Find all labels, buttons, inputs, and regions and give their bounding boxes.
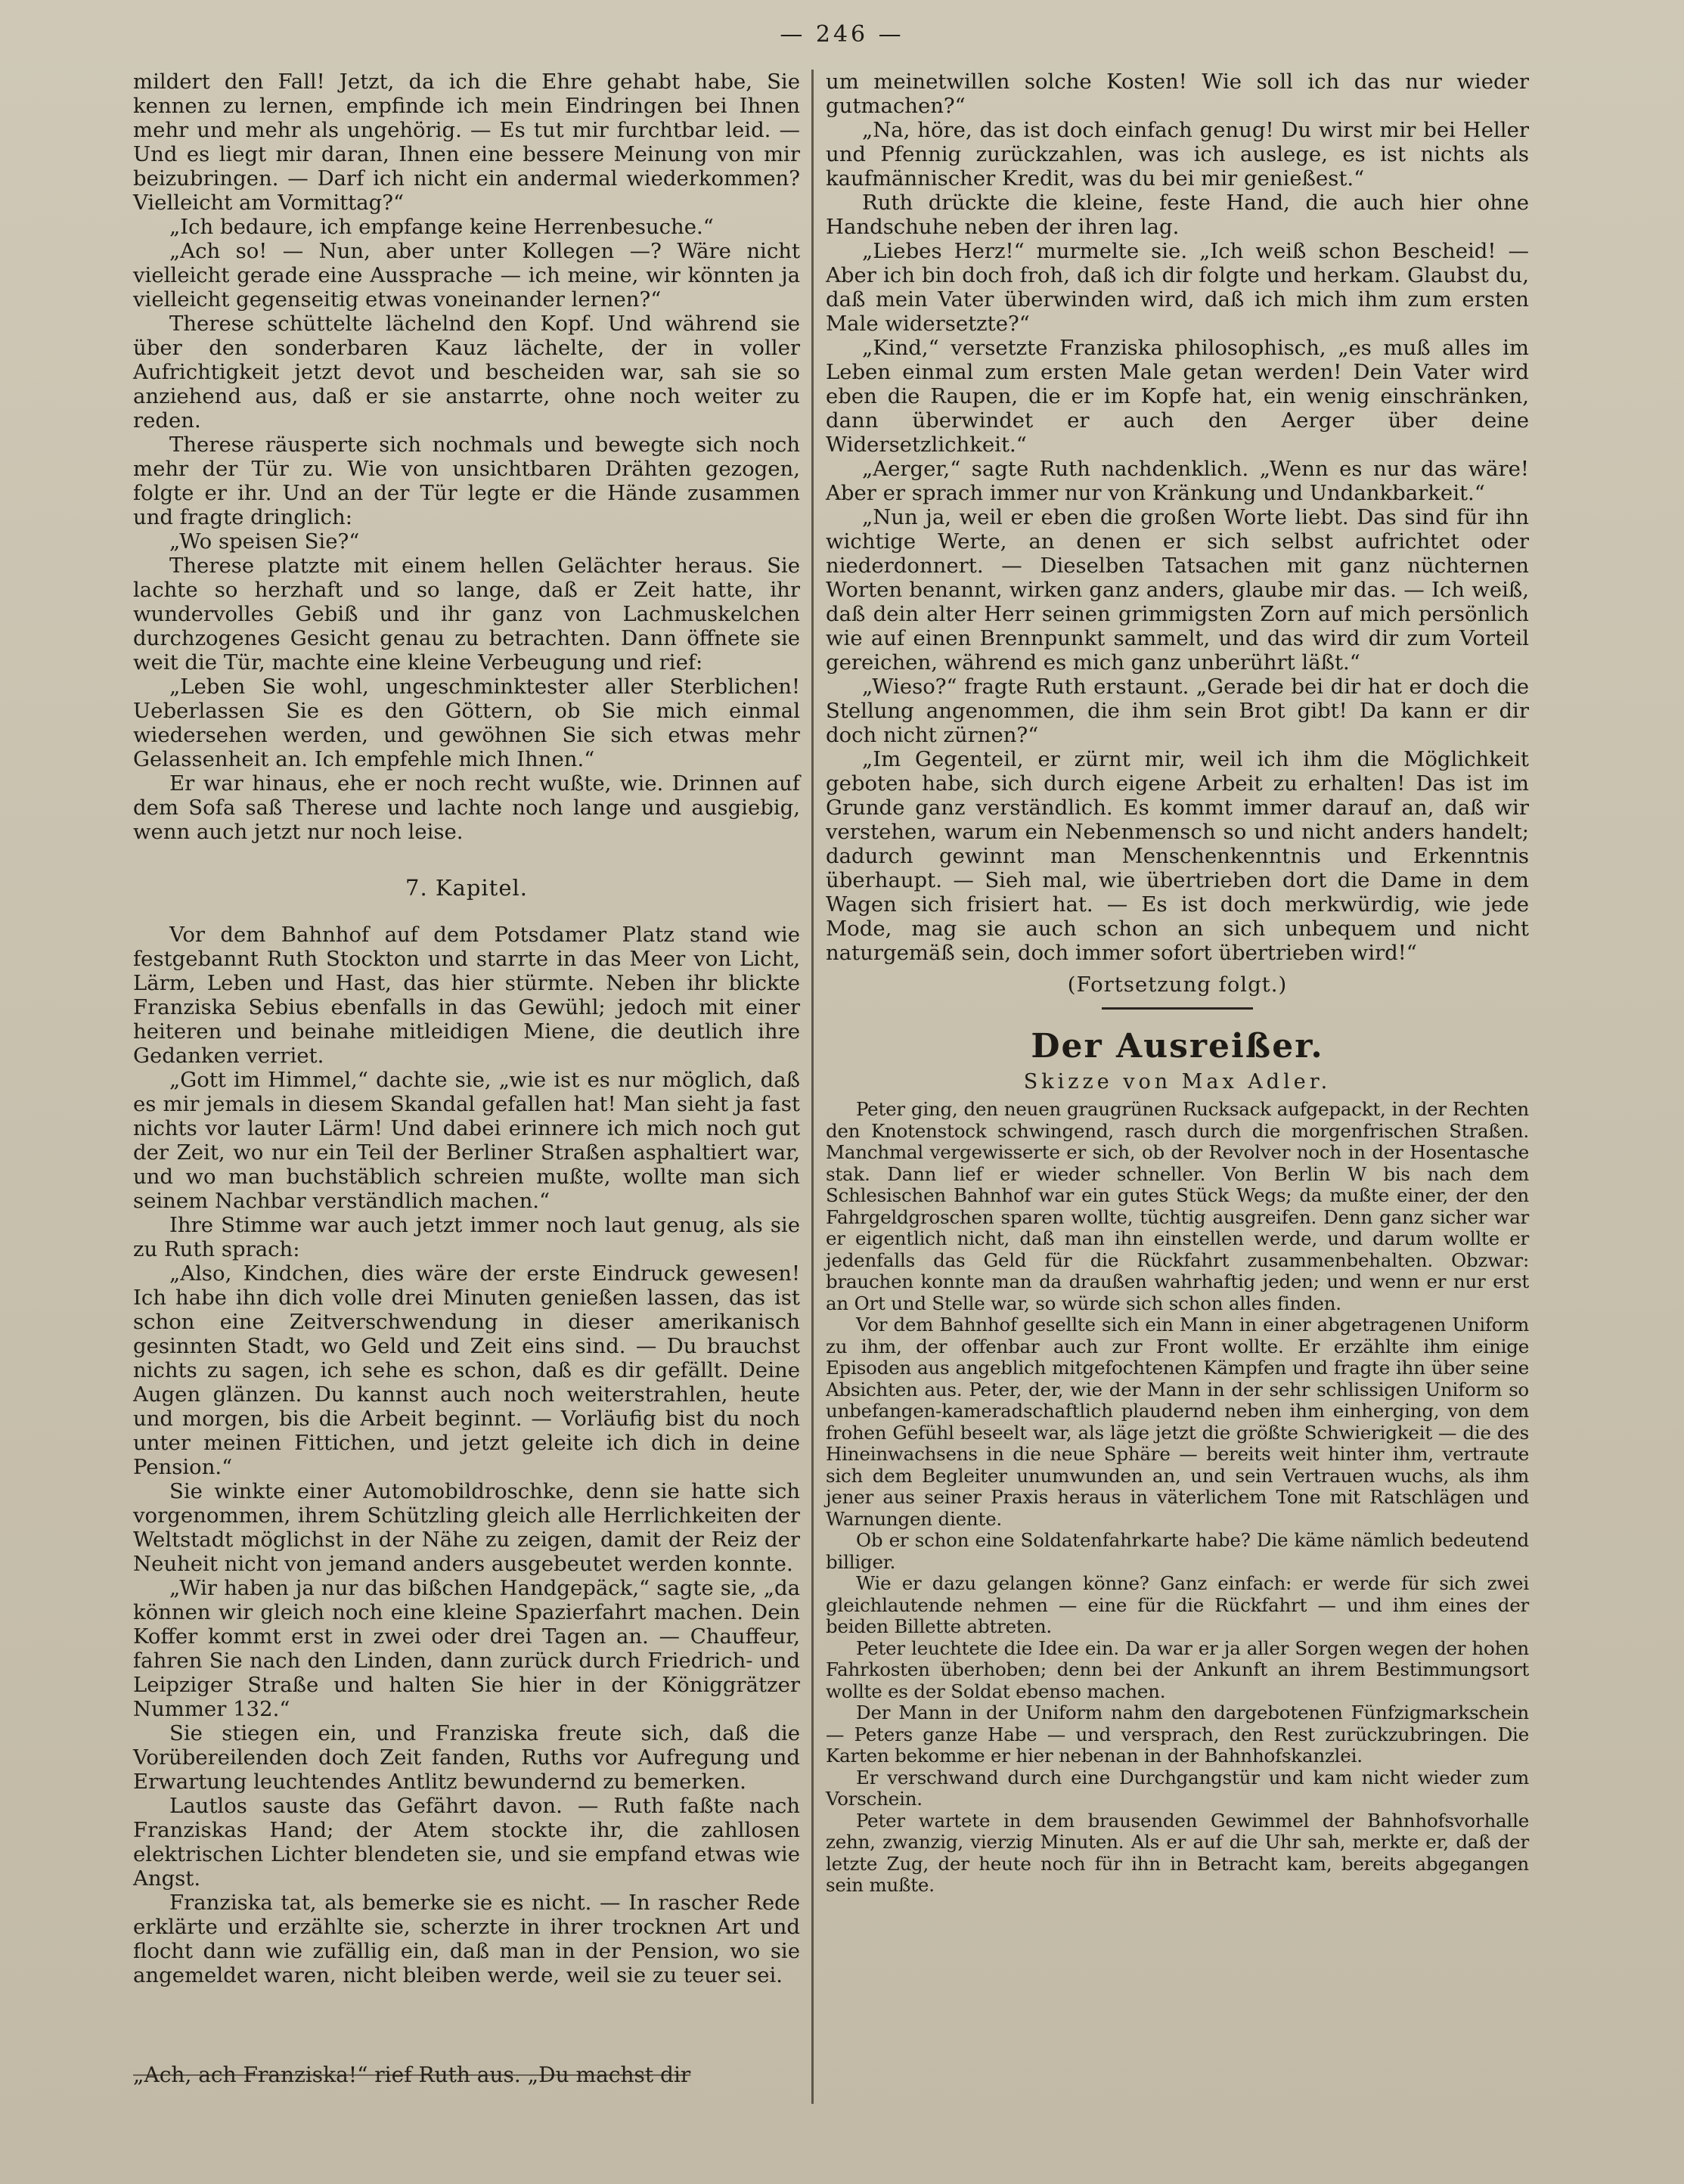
paragraph: „Nun ja, weil er eben die großen Worte liebt. Das sind für ihn wichtige Werte, an denen er sich selbst aufrichtet oder niederdonnert. — Dieselben Tatsachen mit ganz nüchternen Worten benannt, wirken ganz anders, glaube mir das. — Ich weiß, daß dein alter Herr seinen grimmigsten Zorn auf mich persönlich wie auf einen Brennpunkt sammelt, und das wird dir zum Vorteil gereichen, während es mich ganz unberührt läßt.“: [826, 505, 1529, 675]
paragraph: „Aerger,“ sagte Ruth nachdenklich. „Wenn es nur das wäre! Aber er sprach immer nur von Kränkung und Undankbarkeit.“: [826, 457, 1529, 505]
paragraph: Ihre Stimme war auch jetzt immer noch laut genug, als sie zu Ruth sprach:: [133, 1213, 800, 1261]
paragraph: Lautlos sauste das Gefährt davon. — Ruth faßte nach Franziskas Hand; der Atem stockte ihr, die zahllosen elektrischen Lichter blendeten sie, und sie empfand etwas wie Angst.: [133, 1794, 800, 1891]
paragraph: Sie stiegen ein, und Franziska freute sich, daß die Vorübereilenden doch Zeit fanden, Ruths vor Aufregung und Erwartung leuchtendes Antlitz bewundernd zu bemerken.: [133, 1721, 800, 1794]
continued-note: (Fortsetzung folgt.): [1067, 973, 1288, 997]
paragraph: „Wo speisen Sie?“: [169, 529, 360, 554]
paragraph: Er war hinaus, ehe er noch recht wußte, wie. Drinnen auf dem Sofa saß Therese und lachte noch lange und ausgiebig, wenn auch jetzt nur noch leise.: [133, 771, 800, 844]
paragraph: mildert den Fall! Jetzt, da ich die Ehre gehabt habe, Sie kennen zu lernen, empfinde ich mein Eindringen bei Ihnen mehr und mehr als ungehörig. — Es tut mir furchtbar leid. — Und es liegt mir daran, Ihnen eine bessere Meinung von mir beizubringen. — Darf ich nicht ein andermal wiederkommen? Vielleicht am Vormittag?“: [133, 70, 800, 215]
paragraph: Ruth drückte die kleine, feste Hand, die auch hier ohne Handschuhe neben der ihren lag.: [826, 191, 1529, 239]
paragraph: Therese räusperte sich nochmals und bewegte sich noch mehr der Tür zu. Wie von unsichtbaren Drähten gezogen, folgte er ihr. Und an der Tür legte er die Hände zusammen und fragte dringlich:: [133, 433, 800, 529]
paragraph: „Wir haben ja nur das bißchen Handgepäck,“ sagte sie, „da können wir gleich noch eine kleine Spazierfahrt machen. Dein Koffer kommt erst in zwei oder drei Tagen an. — Chauffeur, fahren Sie nach den Linden, dann zurück durch Friedrich- und Leipziger Straße und halten Sie hier in der Königgrätzer Nummer 132.“: [133, 1576, 800, 1721]
paragraph: „Na, höre, das ist doch einfach genug! Du wirst mir bei Heller und Pfennig zurückzahlen, was ich auslege, es ist nichts als kaufmännischer Kredit, was du bei mir genießest.“: [826, 118, 1529, 191]
paragraph: Franziska tat, als bemerke sie es nicht. — In rascher Rede erklärte und erzählte sie, scherzte in ihrer trocknen Art und flocht dann wie zufällig ein, daß man in der Pension, wo sie angemeldet waren, nicht bleiben werde, weil sie zu teuer sei.: [133, 1891, 800, 1987]
section-divider: [1102, 1007, 1253, 1010]
paragraph: „Liebes Herz!“ murmelte sie. „Ich weiß schon Bescheid! — Aber ich bin doch froh, daß ich dir folgte und herkam. Glaubst du, daß mein Vater überwinden wird, daß ich mich ihm zum ersten Male widersetzte?“: [826, 239, 1529, 336]
story-body: [826, 1099, 1529, 1897]
paragraph: „Leben Sie wohl, ungeschminktester aller Sterblichen! Ueberlassen Sie es den Göttern, ob Sie mich einmal wiedersehen werden, und gewöhnen Sie sich etwas mehr Gelassenheit an. Ich empfehle mich Ihnen.“: [133, 675, 800, 771]
paragraph: „Ach so! — Nun, aber unter Kollegen —? Wäre nicht vielleicht gerade eine Aussprache — ich meine, wir könnten ja vielleicht gegenseitig etwas voneinander lernen?“: [133, 239, 800, 312]
paragraph: Therese schüttelte lächelnd den Kopf. Und während sie über den sonderbaren Kauz lächelte, der in voller Aufrichtigkeit jetzt devot und bescheiden war, sah sie so anziehend aus, daß er sie anstarrte, ohne noch weiter zu reden.: [133, 312, 800, 433]
chapter-heading: 7. Kapitel.: [405, 875, 528, 901]
left-paragraphs-b: [133, 923, 800, 1987]
story-subtitle: Skizze von Max Adler.: [1023, 1070, 1332, 1094]
story-title: Der Ausreißer.: [1031, 1027, 1324, 1066]
paragraph: Vor dem Bahnhof gesellte sich ein Mann in einer abgetragenen Uniform zu ihm, der offenbar auch zur Front wollte. Er erzählte ihm einige Episoden aus angeblich mitgefochtenen Kämpfen und fragte ihn über seine Absichten aus. Peter, der, wie der Mann in der sehr schlissigen Uniform so unbefangen-kameradschaftlich plaudernd neben ihm einherging, von dem frohen Gefühl beseelt war, als läge jetzt die größte Schwierigkeit — die des Hineinwachsens in die neue Sphäre — bereits weit hinter ihm, vertraute sich dem Begleiter unumwunden an, und sein Vertrauen wuchs, als ihm jener aus seiner Praxis heraus in väterlichem Tone mit Ratschlägen und Warnungen diente.: [826, 1314, 1529, 1530]
page-number: — 246 —: [780, 21, 904, 48]
footer-line: „Ach, ach Franziska!“ rief Ruth aus. „Du machst dir: [133, 2062, 691, 2087]
paragraph: Sie winkte einer Automobildroschke, denn sie hatte sich vorgenommen, ihrem Schützling gleich alle Herrlichkeiten der Weltstadt möglichst in der Nähe zu zeigen, damit der Reiz der Neuheit nicht von jemand anders ausgebeutet werden konnte.: [133, 1479, 800, 1576]
paragraph: „Also, Kindchen, dies wäre der erste Eindruck gewesen! Ich habe ihn dich volle drei Minuten genießen lassen, das ist schon eine Zeitverschwendung in dieser amerikanisch gesinnten Stadt, wo Geld und Zeit eins sind. — Du brauchst nichts zu sagen, ich sehe es schon, daß es dir gefällt. Deine Augen glänzen. Du kannst auch noch weiterstrahlen, heute und morgen, bis die Arbeit beginnt. — Vorläufig bist du noch unter meinen Fittichen, und jetzt geleite ich dich in deine Pension.“: [133, 1261, 800, 1479]
right-paragraphs-a: [826, 70, 1529, 965]
paragraph: Peter ging, den neuen graugrünen Rucksack aufgepackt, in der Rechten den Knotenstock schwingend, rasch durch die morgenfrischen Straßen. Manchmal vergewisserte er sich, ob der Revolver noch in der Hosentasche stak. Dann lief er wieder schneller. Von Berlin W bis nach dem Schlesischen Bahnhof war ein gutes Stück Wegs; da mußte einer, der den Fahrgeldgroschen sparen wollte, tüchtig ausgreifen. Denn ganz sicher war er eigentlich nicht, daß man ihn einstellen werde, und darum wollte er jedenfalls das Geld für die Rückfahrt zusammenbehalten. Obzwar: brauchen konnte man da draußen wahrhaftig jeden; und wenn er nur erst an Ort und Stelle war, so würde sich schon alles finden.: [826, 1098, 1529, 1314]
paragraph: „Im Gegenteil, er zürnt mir, weil ich ihm die Möglichkeit geboten habe, sich durch eigene Arbeit zu erhalten! Das ist im Grunde ganz verständlich. Es kommt immer darauf an, daß wir verstehen, warum ein Nebenmensch so und nicht anders handelt; dadurch gewinnt man Menschenkenntnis und Erkenntnis überhaupt. — Sieh mal, wie übertrieben dort die Dame in dem Wagen sich frisiert hat. — Es ist doch merkwürdig, wie jede Mode, mag sie auch schon an sich unbequem und nicht naturgemäß sein, doch immer sofort übertrieben wird!“: [826, 747, 1529, 965]
paragraph: „Wieso?“ fragte Ruth erstaunt. „Gerade bei dir hat er doch die Stellung angenommen, die ihm sein Brot gibt! Da kann er dir doch nicht zürnen?“: [826, 675, 1529, 747]
left-column: [133, 70, 800, 1987]
paragraph: Therese platzte mit einem hellen Gelächter heraus. Sie lachte so herzhaft und so lange, daß er Zeit hatte, ihr wundervolles Gebiß und ihr ganz von Lachmuskelchen durchzogenes Gesicht genau zu betrachten. Dann öffnete sie weit die Tür, machte eine kleine Verbeugung und rief:: [133, 554, 800, 675]
paragraph: „Kind,“ versetzte Franziska philosophisch, „es muß alles im Leben einmal zum ersten Male getan werden! Dein Vater wird eben die Raupen, die er im Kopfe hat, ein wenig einschränken, dann überwindet er auch den Aerger über deine Widersetzlichkeit.“: [826, 336, 1529, 457]
paragraph: Peter wartete in dem brausenden Gewimmel der Bahnhofsvorhalle zehn, zwanzig, vierzig Minuten. Als er auf die Uhr sah, merkte er, daß der letzte Zug, der heute noch für ihn in Betracht kam, bereits abgegangen sein mußte.: [826, 1809, 1529, 1896]
paragraph: Der Mann in der Uniform nahm den dargebotenen Fünfzigmarkschein — Peters ganze Habe — und versprach, den Rest zurückzubringen. Die Karten bekomme er hier nebenan in der Bahnhofskanzlei.: [826, 1702, 1529, 1767]
paragraph: Peter leuchtete die Idee ein. Da war er ja aller Sorgen wegen der hohen Fahrkosten überhoben; denn bei der Ankunft an ihrem Bestimmungsort wollte es der Soldat ebenso machen.: [826, 1636, 1529, 1702]
paragraph: Wie er dazu gelangen könne? Ganz einfach: er werde für sich zwei gleichlautende nehmen — eine für die Rückfahrt — und ihm eines der beiden Billette abtreten.: [826, 1572, 1529, 1637]
column-divider: [811, 70, 814, 2104]
paragraph: „Ich bedaure, ich empfange keine Herrenbesuche.“: [169, 215, 714, 239]
paragraph: Vor dem Bahnhof auf dem Potsdamer Platz stand wie festgebannt Ruth Stockton und starrte in das Meer von Licht, Lärm, Leben und Hast, das hier stürmte. Neben ihr blickte Franziska Sebius ebenfalls in das Gewühl; jedoch mit einer heiteren und beinahe mitleidigen Miene, die deutlich ihre Gedanken verriet.: [133, 923, 800, 1068]
left-paragraphs-a: [133, 70, 800, 844]
right-column: [826, 70, 1529, 1897]
paragraph: Ob er schon eine Soldatenfahrkarte habe? Die käme nämlich bedeutend billiger.: [826, 1529, 1529, 1573]
paragraph: Er verschwand durch eine Durchgangstür und kam nicht wieder zum Vorschein.: [826, 1766, 1529, 1810]
paragraph: um meinetwillen solche Kosten! Wie soll ich das nur wieder gutmachen?“: [826, 70, 1529, 118]
paragraph: „Gott im Himmel,“ dachte sie, „wie ist es nur möglich, daß es mir jemals in diesem Skandal gefallen hat! Man sieht ja fast nichts vor lauter Lärm! Und dabei erinnere ich mich noch gut der Zeit, wo nur ein Teil der Berliner Straßen asphaltiert war, und wo man buchstäblich schreien mußte, wollte man sich seinem Nachbar verständlich machen.“: [133, 1068, 800, 1213]
